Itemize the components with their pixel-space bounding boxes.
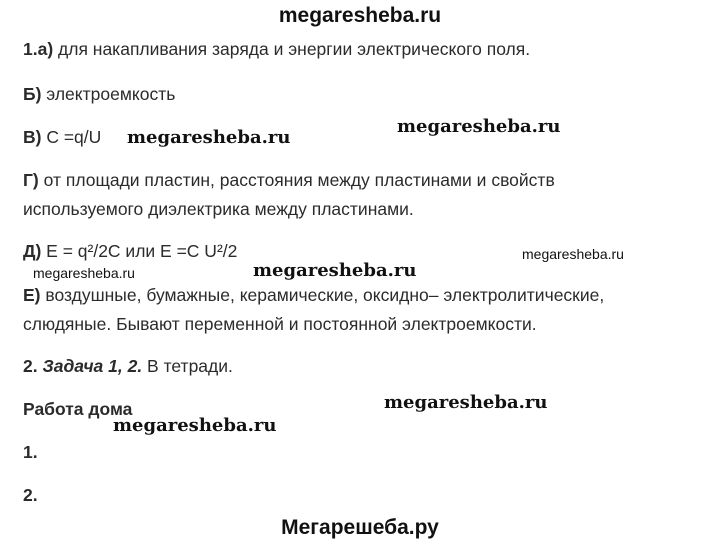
watermark-bottom: Мегарешеба.ру: [281, 516, 439, 539]
answer-d-label: Д): [23, 241, 42, 261]
answer-g-text: от площади пластин, расстояния между пластинами и свойств: [38, 170, 555, 190]
answer-v-text: С =q/U: [41, 127, 102, 147]
answer-e-line2: слюдяные. Бывают переменной и постоянной электроемкости.: [23, 314, 537, 334]
answer-a: [23, 38, 530, 60]
answer-b-text: электроемкость: [41, 84, 176, 104]
watermark-6: megaresheba.ru: [384, 392, 548, 413]
watermark-4: megaresheba.ru: [33, 265, 135, 281]
watermark-2: megaresheba.ru: [397, 116, 561, 137]
answer-g-line2: используемого диэлектрика между пластинами.: [23, 199, 414, 219]
answer-b-label: Б): [23, 84, 42, 104]
answer-a-text: для накапливания заряда и энергии электрического поля.: [53, 39, 531, 59]
task-2-text: В тетради.: [142, 356, 233, 376]
task-2-italic: Задача 1, 2.: [37, 356, 143, 376]
watermark-7: megaresheba.ru: [113, 415, 277, 436]
answer-d: [23, 240, 237, 262]
homework-item-2: 2.: [23, 485, 38, 505]
watermark-1: megaresheba.ru: [127, 127, 291, 148]
answer-e: [23, 284, 604, 306]
answer-e-label: Е): [23, 285, 41, 305]
answer-g-label: Г): [23, 170, 39, 190]
answer-g: [23, 169, 555, 191]
task-2-label: 2.: [23, 356, 38, 376]
task-2: [23, 355, 233, 377]
answer-d-text: E = q²/2C или E =C U²/2: [41, 241, 238, 261]
watermark-3: megaresheba.ru: [522, 246, 624, 262]
answer-b: [23, 83, 175, 105]
answer-v: [23, 126, 101, 148]
homework-title: Работа дома: [23, 399, 133, 419]
watermark-5: megaresheba.ru: [253, 260, 417, 281]
homework-item-1: 1.: [23, 442, 38, 462]
answer-e-text: воздушные, бумажные, керамические, оксидно– электролитические,: [40, 285, 605, 305]
answer-a-label: 1.а): [23, 39, 54, 59]
answer-v-label: В): [23, 127, 42, 147]
watermark-top: megaresheba.ru: [278, 4, 442, 27]
